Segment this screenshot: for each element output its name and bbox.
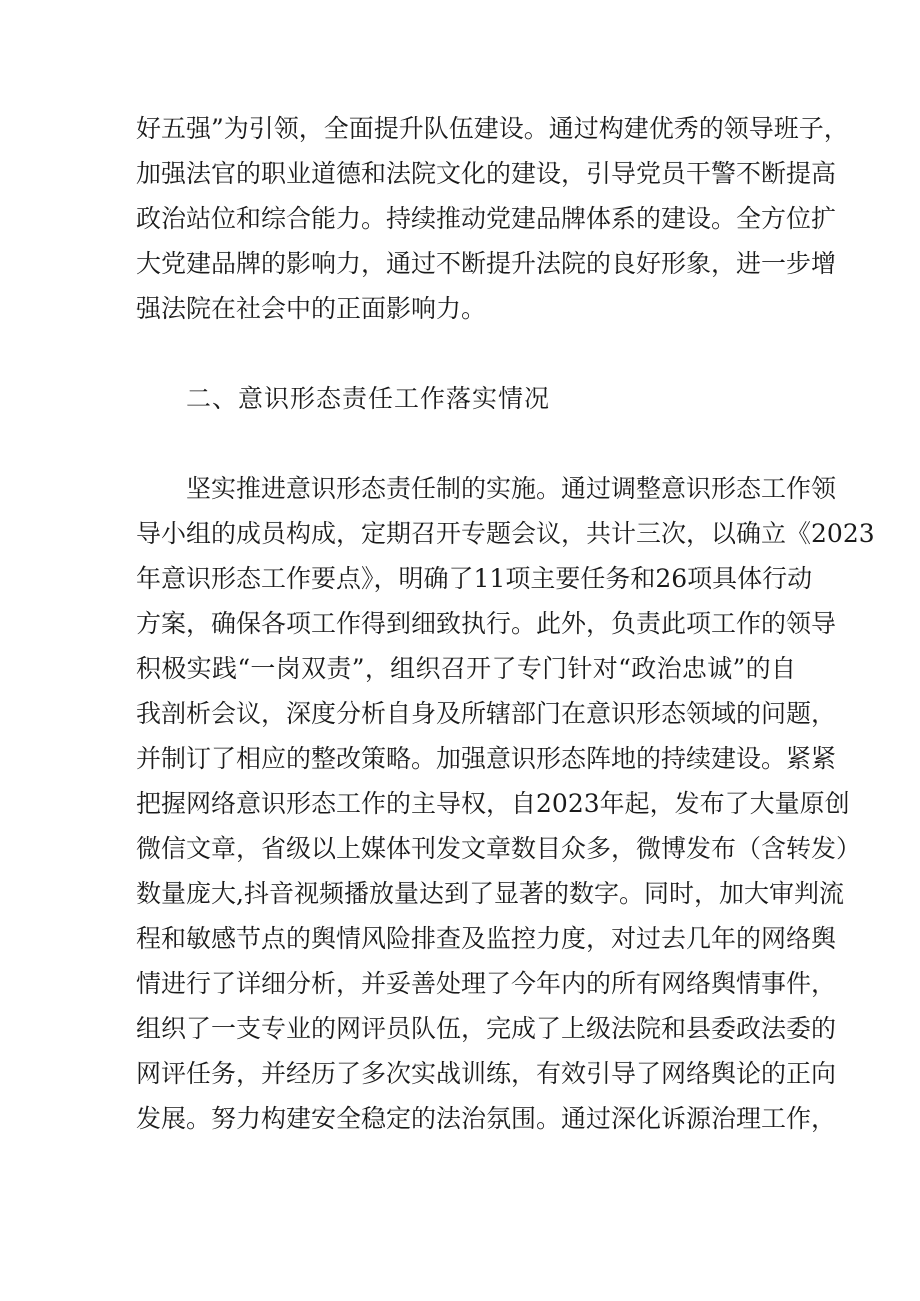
paragraph2-line-15: 发展。努力构建安全稳定的法治氛围。通过深化诉源治理工作，	[136, 1104, 837, 1133]
paragraph2-line-7: 并制订了相应的整改策略。加强意识形态阵地的持续建设。紧紧	[136, 744, 837, 773]
paragraph2-line-3: 年意识形态工作要点》，明确了11项主要任务和26项具体行动	[136, 564, 813, 593]
paragraph2-line-13: 组织了一支专业的网评员队伍，完成了上级法院和县委政法委的	[136, 1014, 837, 1043]
paragraph2-line-1: 坚实推进意识形态责任制的实施。通过调整意识形态工作领	[186, 474, 837, 503]
paragraph2-line-4: 方案，确保各项工作得到细致执行。此外，负责此项工作的领导	[136, 609, 837, 638]
paragraph2-line-8: 把握网络意识形态工作的主导权，自2023年起，发布了大量原创	[136, 789, 850, 818]
paragraph1-line-3: 政治站位和综合能力。持续推动党建品牌体系的建设。全方位扩	[136, 204, 837, 233]
paragraph2-line-14: 网评任务，并经历了多次实战训练，有效引导了网络舆论的正向	[136, 1059, 837, 1088]
paragraph2-line-12: 情进行了详细分析，并妥善处理了今年内的所有网络舆情事件，	[136, 969, 837, 998]
paragraph1-line-1: 好五强”为引领，全面提升队伍建设。通过构建优秀的领导班子，	[136, 114, 849, 143]
paragraph2-line-11: 程和敏感节点的舆情风险排查及监控力度，对过去几年的网络舆	[136, 924, 837, 953]
paragraph1-line-5: 强法院在社会中的正面影响力。	[136, 294, 487, 323]
paragraph2-line-2: 导小组的成员构成，定期召开专题会议，共计三次，以确立《2023	[136, 519, 875, 548]
paragraph2-line-9: 微信文章，省级以上媒体刊发文章数目众多，微博发布（含转发）	[136, 834, 862, 863]
paragraph2-line-6: 我剖析会议，深度分析自身及所辖部门在意识形态领域的问题，	[136, 699, 837, 728]
paragraph1-line-4: 大党建品牌的影响力，通过不断提升法院的良好形象，进一步增	[136, 249, 837, 278]
paragraph2-line-10: 数量庞大,抖音视频播放量达到了显著的数字。同时，加大审判流	[136, 879, 844, 908]
paragraph2-line-5: 积极实践“一岗双责”，组织召开了专门针对“政治忠诚”的自	[136, 654, 796, 683]
paragraph1-line-2: 加强法官的职业道德和法院文化的建设，引导党员干警不断提高	[136, 159, 837, 188]
section-heading: 二、意识形态责任工作落实情况	[186, 384, 551, 413]
